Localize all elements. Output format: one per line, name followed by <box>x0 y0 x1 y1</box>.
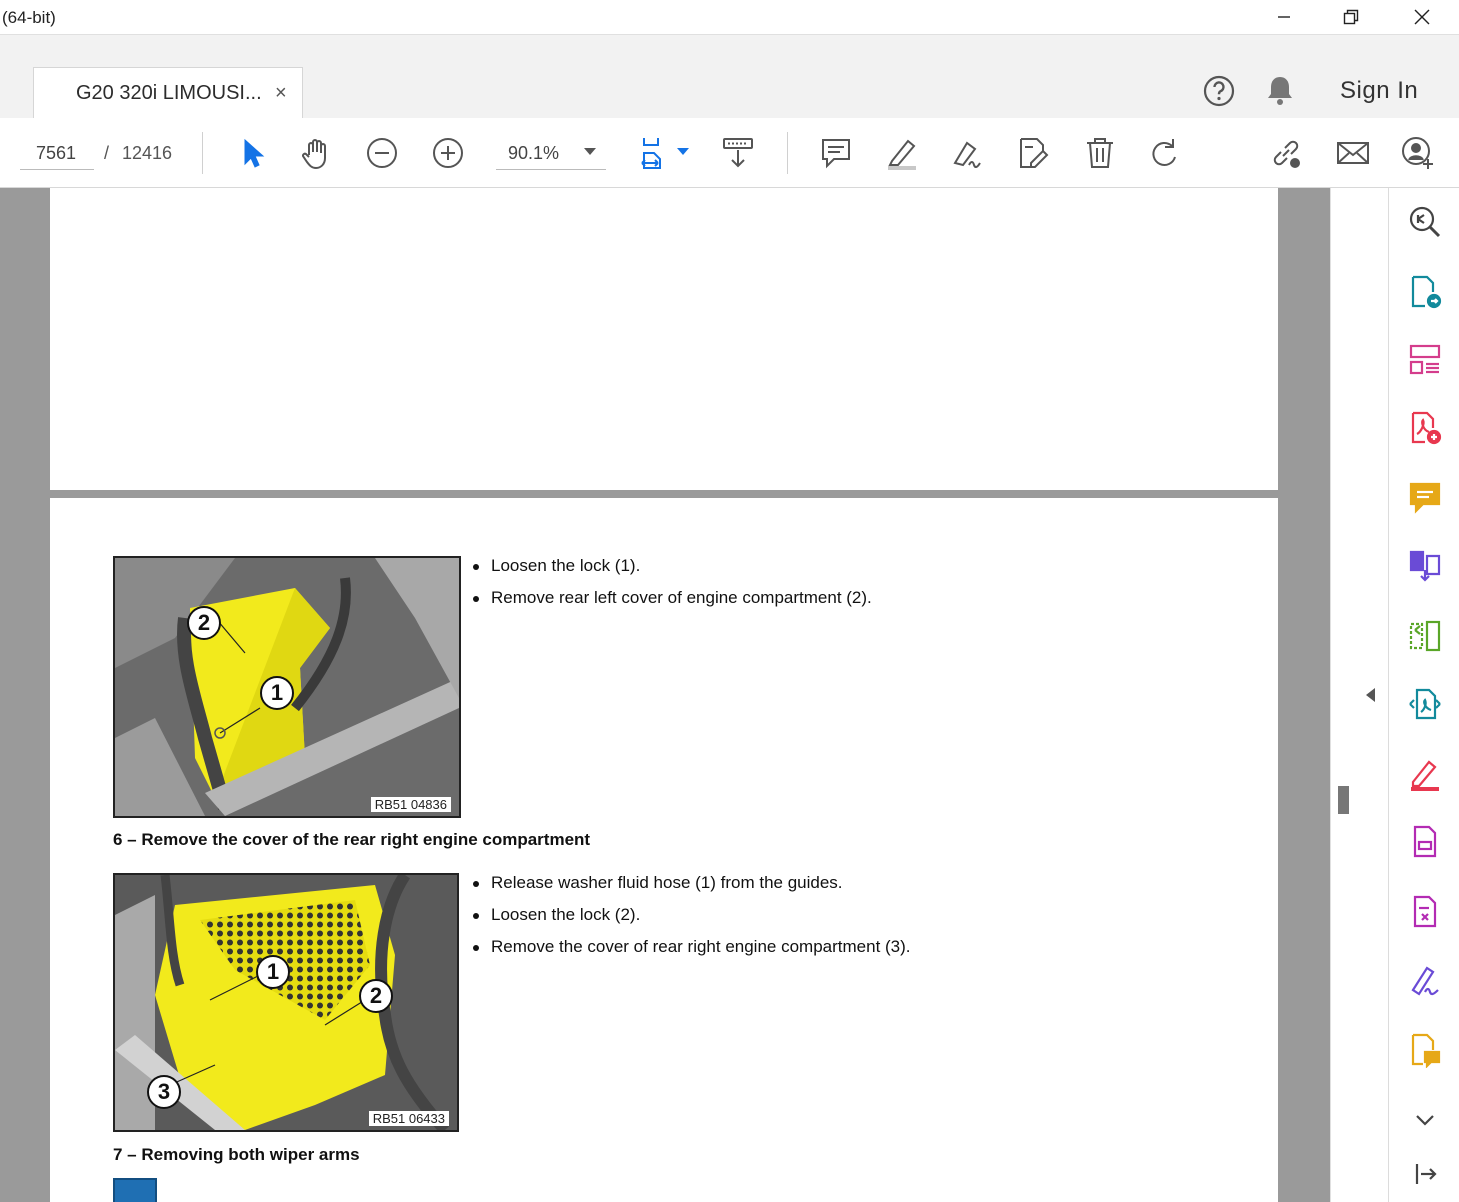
chevron-down-icon[interactable] <box>584 148 596 155</box>
zoom-in-button[interactable] <box>428 134 468 172</box>
list-item: Remove the cover of rear right engine compartment (3). <box>471 937 911 969</box>
select-tool-button[interactable] <box>232 134 272 172</box>
sign-button[interactable] <box>1405 960 1445 1000</box>
list-item: Loosen the lock (2). <box>471 905 911 937</box>
edit-pdf-button[interactable] <box>1405 822 1445 862</box>
expand-panel-arrow-icon[interactable] <box>1366 688 1375 702</box>
restore-button[interactable] <box>1328 0 1374 34</box>
page-separator: / <box>104 143 110 163</box>
page-total: 12416 <box>122 143 173 163</box>
main-toolbar <box>0 118 1459 188</box>
restore-icon <box>1343 9 1359 25</box>
list-item: Loosen the lock (1). <box>471 556 872 588</box>
scroll-mode-button[interactable] <box>718 134 758 172</box>
fit-page-button[interactable] <box>634 134 674 172</box>
export-pdf-button[interactable] <box>1405 272 1445 312</box>
rotate-button[interactable] <box>1145 134 1185 172</box>
hand-tool-button[interactable] <box>297 134 337 172</box>
edit-pdf-icon <box>1407 824 1443 860</box>
step7-heading: 7 – Removing both wiper arms <box>113 1145 360 1164</box>
callout-1: 1 <box>256 955 290 989</box>
fill-sign-button[interactable] <box>1405 754 1445 794</box>
sign-icon <box>1407 962 1443 998</box>
combine-files-button[interactable] <box>1405 546 1445 586</box>
more-tools-button[interactable] <box>1405 1100 1445 1140</box>
highlight-icon <box>884 135 920 171</box>
compress-pdf-icon <box>1407 686 1443 722</box>
chevron-down-icon <box>1407 1102 1443 1138</box>
zoom-level-select[interactable]: 90.1% <box>496 140 606 170</box>
rotate-icon <box>1147 135 1183 171</box>
figure-code: RB51 06433 <box>369 1111 449 1126</box>
edit-text-icon <box>1015 135 1051 171</box>
zoom-out-icon <box>364 135 400 171</box>
sign-in-link[interactable]: Sign In <box>1340 77 1419 104</box>
document-viewport[interactable] <box>0 188 1330 1202</box>
page-number-input[interactable]: 7561 <box>20 140 94 170</box>
email-button[interactable] <box>1333 134 1373 172</box>
send-for-review-button[interactable] <box>1405 1030 1445 1070</box>
callout-2: 2 <box>187 606 221 640</box>
search-zoom-icon <box>1407 204 1443 240</box>
add-user-icon <box>1400 135 1436 171</box>
figure-rear-left-cover <box>113 556 461 818</box>
share-link-button[interactable] <box>1266 134 1306 172</box>
callout-3: 3 <box>147 1075 181 1109</box>
zoom-out-button[interactable] <box>362 134 402 172</box>
compress-pdf-button[interactable] <box>1405 684 1445 724</box>
document-tab[interactable] <box>33 67 303 119</box>
hand-icon <box>299 135 335 171</box>
list-item: Release washer fluid hose (1) from the guides. <box>471 873 911 905</box>
vertical-scrollbar[interactable] <box>1330 188 1356 1202</box>
step6-heading: 6 – Remove the cover of the rear right engine compartment <box>113 830 591 849</box>
comment-icon <box>1407 480 1443 516</box>
draw-icon <box>949 135 985 171</box>
create-pdf-button[interactable] <box>1405 408 1445 448</box>
draw-button[interactable] <box>947 134 987 172</box>
comment-icon <box>818 135 854 171</box>
step7-figure-preview <box>113 1178 157 1202</box>
fill-sign-icon <box>1407 756 1443 792</box>
callout-1: 1 <box>260 676 294 710</box>
tab-close-button[interactable]: × <box>275 82 287 104</box>
compare-icon <box>1407 618 1443 654</box>
tab-bar <box>0 34 1459 118</box>
comment-tool-button[interactable] <box>1405 478 1445 518</box>
toolbar-divider <box>787 132 788 174</box>
scroll-mode-icon <box>720 135 756 171</box>
collapse-panel-icon <box>1407 1156 1443 1192</box>
add-user-button[interactable] <box>1398 134 1438 172</box>
minimize-icon <box>1277 10 1291 24</box>
edit-text-button[interactable] <box>1013 134 1053 172</box>
create-pdf-icon <box>1407 410 1443 446</box>
select-arrow-icon <box>234 135 270 171</box>
fit-page-icon <box>636 135 672 171</box>
list-item: Remove rear left cover of engine compartment (2). <box>471 588 872 620</box>
combine-files-icon <box>1407 548 1443 584</box>
protect-icon <box>1407 894 1443 930</box>
scrollbar-thumb[interactable] <box>1338 786 1349 814</box>
figure-rear-right-cover <box>113 873 459 1132</box>
help-icon[interactable] <box>1202 74 1236 108</box>
comment-button[interactable] <box>816 134 856 172</box>
delete-icon <box>1082 135 1118 171</box>
notification-bell-icon[interactable] <box>1265 74 1295 108</box>
step5-instructions <box>471 556 872 620</box>
organize-pages-icon <box>1407 342 1443 378</box>
export-pdf-icon <box>1407 274 1443 310</box>
tab-label: G20 320i LIMOUSI... <box>76 82 262 104</box>
pdf-page-previous <box>50 188 1278 490</box>
figure-code: RB51 04836 <box>371 797 451 812</box>
callout-2: 2 <box>359 979 393 1013</box>
delete-button[interactable] <box>1080 134 1120 172</box>
toolbar-divider <box>202 132 203 174</box>
step6-instructions <box>471 873 911 969</box>
close-window-button[interactable] <box>1399 0 1445 34</box>
search-zoom-button[interactable] <box>1405 202 1445 242</box>
compare-files-button[interactable] <box>1405 616 1445 656</box>
zoom-in-icon <box>430 135 466 171</box>
pdf-page-current <box>50 498 1278 1202</box>
share-link-icon <box>1268 135 1304 171</box>
window-title: (64-bit) <box>2 8 56 27</box>
close-icon <box>1414 9 1430 25</box>
minimize-button[interactable] <box>1261 0 1307 34</box>
send-for-review-icon <box>1407 1032 1443 1068</box>
email-icon <box>1335 135 1371 171</box>
organize-pages-button[interactable] <box>1405 340 1445 380</box>
fit-page-chevron-icon[interactable] <box>677 148 689 155</box>
highlight-button[interactable] <box>882 134 922 172</box>
tools-panel <box>1388 188 1459 1202</box>
collapse-panel-button[interactable] <box>1405 1154 1445 1194</box>
protect-pdf-button[interactable] <box>1405 892 1445 932</box>
window-titlebar <box>0 0 1459 34</box>
